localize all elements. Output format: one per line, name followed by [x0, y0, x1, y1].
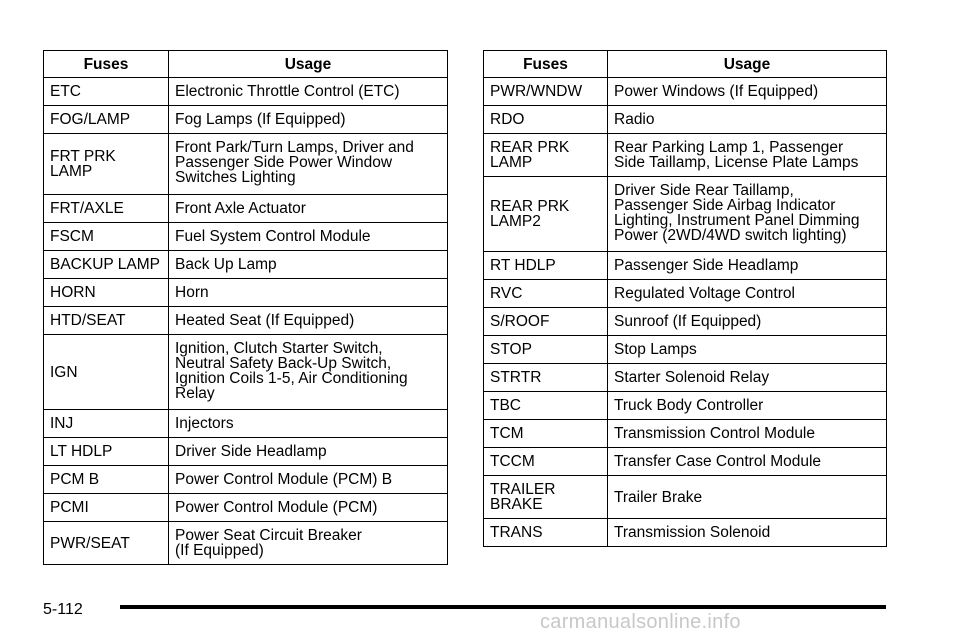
table-row [484, 364, 887, 392]
fuse-usage-cell: Radio [608, 106, 887, 134]
fuse-usage-cell: Front Axle Actuator [169, 195, 448, 223]
table-row [44, 438, 448, 466]
fuse-name-cell: REAR PRK LAMP [484, 134, 608, 177]
fuse-name-cell: IGN [44, 335, 169, 410]
table-row [44, 195, 448, 223]
fuse-name-cell: PWR/SEAT [44, 522, 169, 565]
fuse-name-cell: TRAILER BRAKE [484, 476, 608, 519]
table-row [44, 134, 448, 195]
fuse-usage-cell: Transfer Case Control Module [608, 448, 887, 476]
table-row [44, 494, 448, 522]
table-row [484, 476, 887, 519]
fuse-name-cell: FRT PRK LAMP [44, 134, 169, 195]
fuse-usage-cell: Back Up Lamp [169, 251, 448, 279]
table-row [44, 279, 448, 307]
fuse-table-right [483, 50, 887, 547]
fuse-name-cell: BACKUP LAMP [44, 251, 169, 279]
fuse-name-cell: RDO [484, 106, 608, 134]
fuse-name-cell: STRTR [484, 364, 608, 392]
table-row [44, 106, 448, 134]
fuse-usage-cell: Heated Seat (If Equipped) [169, 307, 448, 335]
fuse-name-cell: PCM B [44, 466, 169, 494]
fuse-usage-cell: Sunroof (If Equipped) [608, 308, 887, 336]
fuse-name-cell: STOP [484, 336, 608, 364]
fuse-usage-cell: Truck Body Controller [608, 392, 887, 420]
fuse-name-cell: PCMI [44, 494, 169, 522]
fuse-usage-cell: Transmission Control Module [608, 420, 887, 448]
fuse-usage-cell: Transmission Solenoid [608, 519, 887, 547]
page-number: 5-112 [43, 601, 83, 618]
fuse-usage-cell: Rear Parking Lamp 1, Passenger Side Taillamp, License Plate Lamps [608, 134, 887, 177]
table-row [44, 466, 448, 494]
table-row [484, 336, 887, 364]
table-row [484, 448, 887, 476]
fuse-name-cell: INJ [44, 410, 169, 438]
fuse-table-left [43, 50, 448, 565]
fuse-usage-cell: Power Windows (If Equipped) [608, 78, 887, 106]
header-fuses: Fuses [484, 51, 608, 78]
fuse-name-cell: FOG/LAMP [44, 106, 169, 134]
fuse-usage-cell: Electronic Throttle Control (ETC) [169, 78, 448, 106]
fuse-usage-cell: Driver Side Rear Taillamp, Passenger Side Airbag Indicator Lighting, Instrument Panel Dimming Power (2WD/4WD switch lighting) [608, 177, 887, 252]
table-row [484, 252, 887, 280]
fuse-name-cell: HTD/SEAT [44, 307, 169, 335]
fuse-usage-cell: Power Control Module (PCM) [169, 494, 448, 522]
table-row [484, 106, 887, 134]
fuse-usage-cell: Power Seat Circuit Breaker (If Equipped) [169, 522, 448, 565]
fuse-name-cell: PWR/WNDW [484, 78, 608, 106]
table-row [44, 410, 448, 438]
fuse-usage-cell: Starter Solenoid Relay [608, 364, 887, 392]
table-row [484, 420, 887, 448]
table-row [44, 251, 448, 279]
fuse-name-cell: TCM [484, 420, 608, 448]
table-row [44, 223, 448, 251]
fuse-usage-cell: Passenger Side Headlamp [608, 252, 887, 280]
watermark: carmanualsonline.info [540, 611, 741, 633]
table-row [484, 78, 887, 106]
table-row [484, 392, 887, 420]
fuse-usage-cell: Horn [169, 279, 448, 307]
table-row [484, 280, 887, 308]
fuse-usage-cell: Power Control Module (PCM) B [169, 466, 448, 494]
header-usage: Usage [169, 51, 448, 78]
table-row [484, 177, 887, 252]
fuse-name-cell: HORN [44, 279, 169, 307]
header-usage: Usage [608, 51, 887, 78]
fuse-usage-cell: Driver Side Headlamp [169, 438, 448, 466]
fuse-name-cell: ETC [44, 78, 169, 106]
header-row [44, 51, 448, 78]
table-row [484, 134, 887, 177]
fuse-usage-cell: Injectors [169, 410, 448, 438]
fuse-usage-cell: Stop Lamps [608, 336, 887, 364]
fuse-name-cell: REAR PRK LAMP2 [484, 177, 608, 252]
fuse-name-cell: FSCM [44, 223, 169, 251]
fuse-name-cell: TRANS [484, 519, 608, 547]
fuse-usage-cell: Fog Lamps (If Equipped) [169, 106, 448, 134]
table-row [44, 335, 448, 410]
fuse-name-cell: LT HDLP [44, 438, 169, 466]
fuse-usage-cell: Regulated Voltage Control [608, 280, 887, 308]
fuse-name-cell: TBC [484, 392, 608, 420]
fuse-usage-cell: Trailer Brake [608, 476, 887, 519]
fuse-usage-cell: Fuel System Control Module [169, 223, 448, 251]
table-row [484, 519, 887, 547]
fuse-name-cell: RT HDLP [484, 252, 608, 280]
table-row [44, 78, 448, 106]
fuse-name-cell: S/ROOF [484, 308, 608, 336]
footer-rule [120, 605, 886, 609]
table-row [44, 522, 448, 565]
fuse-usage-cell: Ignition, Clutch Starter Switch, Neutral Safety Back-Up Switch, Ignition Coils 1-5, Air Conditioning Relay [169, 335, 448, 410]
table-row [484, 308, 887, 336]
header-fuses: Fuses [44, 51, 169, 78]
table-row [44, 307, 448, 335]
fuse-name-cell: RVC [484, 280, 608, 308]
fuse-name-cell: TCCM [484, 448, 608, 476]
fuse-name-cell: FRT/AXLE [44, 195, 169, 223]
fuse-usage-cell: Front Park/Turn Lamps, Driver and Passenger Side Power Window Switches Lighting [169, 134, 448, 195]
header-row [484, 51, 887, 78]
